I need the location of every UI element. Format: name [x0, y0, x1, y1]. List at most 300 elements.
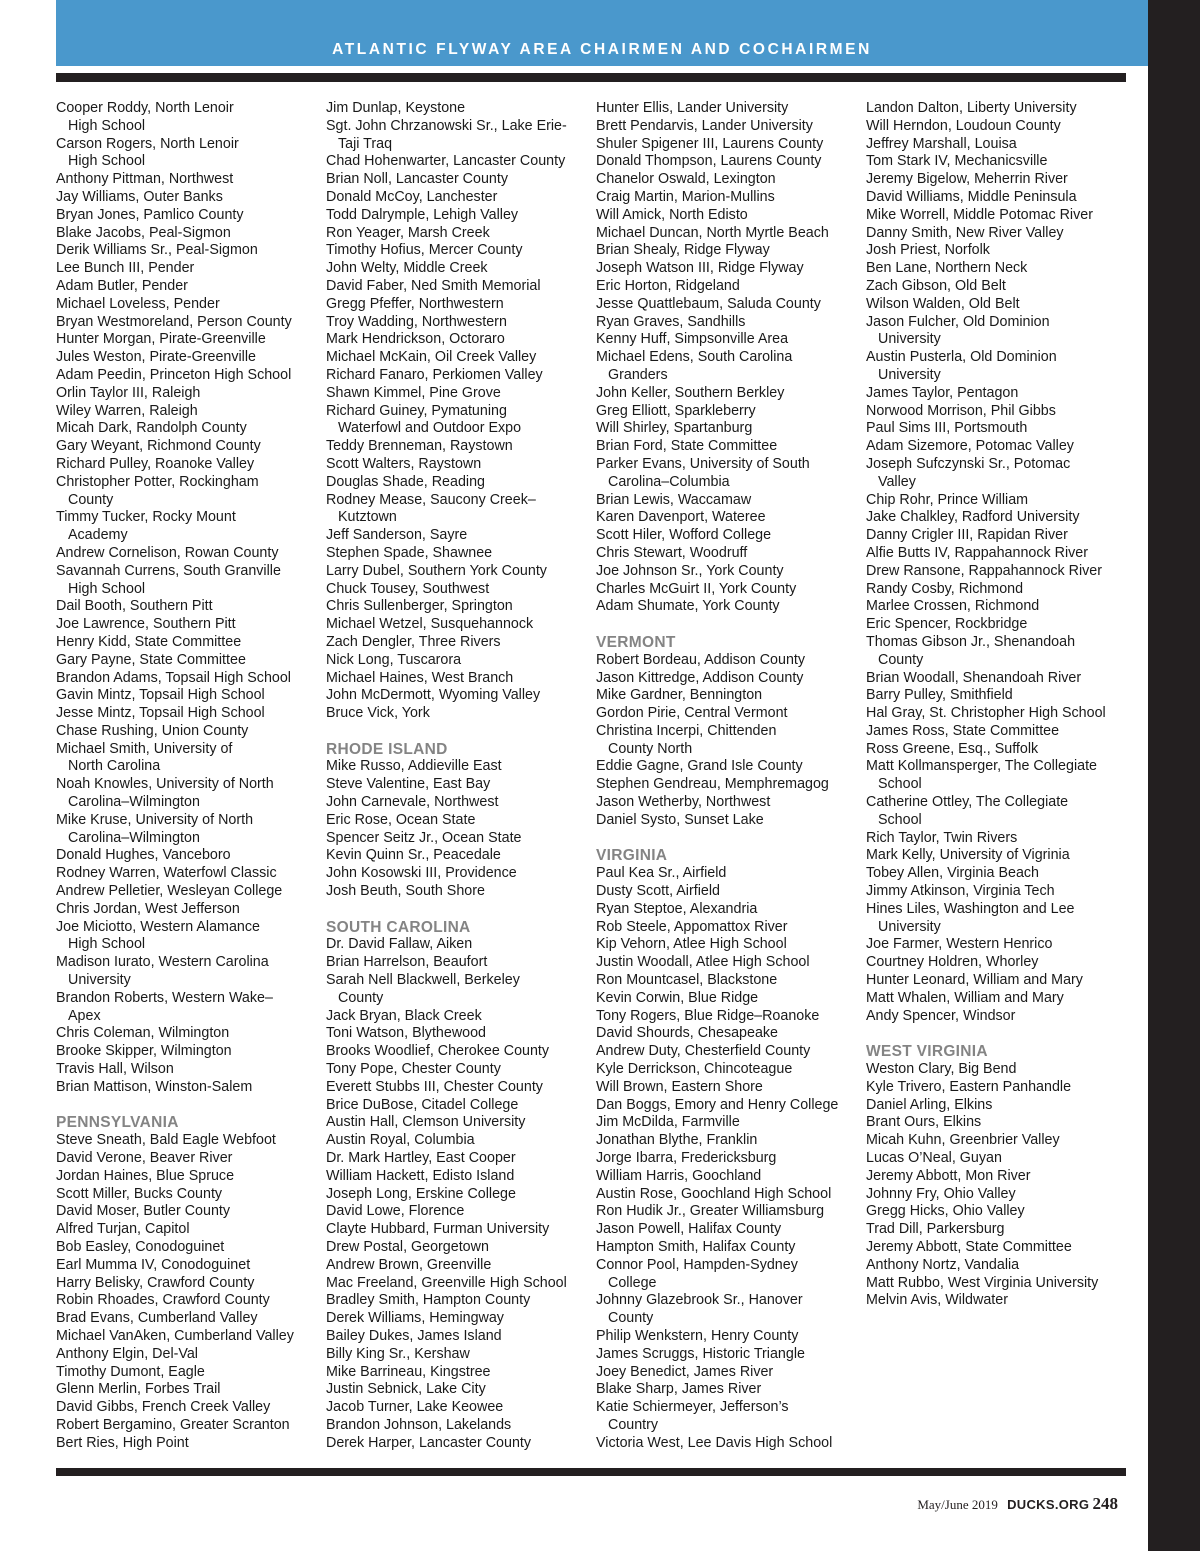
chairman-entry [866, 296, 1134, 314]
page-edge-strip [1148, 0, 1200, 1551]
entry-line: Josh Priest, Norfolk [866, 242, 990, 259]
chairman-entry [56, 812, 324, 848]
entry-line: Jeremy Abbott, Mon River [866, 1167, 1031, 1184]
entry-line: Robert Bergamino, Greater Scranton [56, 1416, 290, 1433]
entry-line: Savannah Currens, South Granville [56, 562, 281, 579]
entry-line: James Scruggs, Historic Triangle [596, 1345, 805, 1362]
page-number: 248 [1092, 1494, 1118, 1513]
chairman-entry [56, 723, 324, 741]
entry-line: Chad Hohenwarter, Lancaster County [326, 153, 566, 170]
entry-line: Hampton Smith, Halifax County [596, 1239, 796, 1255]
entry-line: Scott Walters, Raystown [326, 455, 482, 472]
chairman-entry [596, 1168, 864, 1186]
entry-line: Lee Bunch III, Pender [56, 260, 195, 277]
chairman-entry [866, 1008, 1134, 1026]
chairman-entry [56, 242, 324, 260]
chairman-entry [596, 492, 864, 510]
chairman-entry [326, 331, 594, 349]
entry-line: Hunter Ellis, Lander University [596, 100, 789, 116]
chairman-entry [56, 652, 324, 670]
entry-line: North Carolina [68, 758, 161, 775]
page-footer [917, 1494, 1118, 1514]
entry-line: High School [68, 117, 146, 134]
entry-line: Anthony Pittman, Northwest [56, 171, 234, 188]
entry-line: County [878, 651, 924, 668]
entry-line: Brian Harrelson, Beaufort [326, 954, 488, 971]
chairman-entry [866, 723, 1134, 741]
entry-line: Bruce Vick, York [326, 705, 430, 722]
chairman-entry [596, 225, 864, 243]
entry-line: Jimmy Atkinson, Virginia Tech [866, 883, 1055, 900]
chairman-entry [56, 1061, 324, 1079]
chairman-entry [56, 367, 324, 385]
state-heading: SOUTH CAROLINA [326, 918, 471, 936]
entry-line: Lucas O’Neal, Guyan [866, 1150, 1002, 1167]
chairman-entry [596, 100, 864, 118]
entry-line: University [878, 331, 941, 348]
chairman-entry [326, 527, 594, 545]
entry-line: Michael Loveless, Pender [56, 295, 220, 312]
chairman-entry [56, 919, 324, 955]
chairman-entry [866, 1114, 1134, 1132]
entry-line: Barry Pulley, Smithfield [866, 687, 1013, 704]
chairman-entry [596, 420, 864, 438]
entry-line: Jim Dunlap, Keystone [326, 100, 466, 116]
chairman-entry [596, 1381, 864, 1399]
entry-line: Glenn Merlin, Forbes Trail [56, 1381, 221, 1398]
chairman-entry [596, 1061, 864, 1079]
entry-line: Stephen Spade, Shawnee [326, 544, 493, 561]
chairman-entry [866, 1168, 1134, 1186]
entry-line: Chase Rushing, Union County [56, 722, 249, 739]
entry-line: Granders [608, 366, 668, 383]
chairman-entry [596, 1346, 864, 1364]
chairman-entry [326, 314, 594, 332]
chairman-entry [866, 687, 1134, 705]
chairman-entry [866, 847, 1134, 865]
chairman-entry [596, 687, 864, 705]
chairman-entry [866, 1257, 1134, 1275]
entry-line: Brandon Adams, Topsail High School [56, 669, 291, 686]
entry-line: Jesse Mintz, Topsail High School [56, 705, 265, 722]
entry-line: Bradley Smith, Hampton County [326, 1292, 531, 1309]
entry-line: Nick Long, Tuscarora [326, 651, 462, 668]
chairman-entry [56, 865, 324, 883]
page-title: ATLANTIC FLYWAY AREA CHAIRMEN AND COCHAIRMEN [332, 41, 872, 58]
chairman-entry [866, 883, 1134, 901]
chairman-entry [326, 794, 594, 812]
chairman-entry [56, 1221, 324, 1239]
entry-line: Brett Pendarvis, Lander University [596, 117, 813, 134]
entry-line: Danny Smith, New River Valley [866, 224, 1064, 241]
entry-line: Wilson Walden, Old Belt [866, 295, 1020, 312]
chairman-entry [56, 616, 324, 634]
entry-line: Chip Rohr, Prince William [866, 491, 1029, 508]
entry-line: Mike Worrell, Middle Potomac River [866, 206, 1093, 223]
entry-line: Country [608, 1416, 659, 1433]
chairman-entry [866, 189, 1134, 207]
chairman-entry [596, 314, 864, 332]
entry-line: Paul Kea Sr., Airfield [596, 865, 727, 882]
chairman-entry [866, 1203, 1134, 1221]
chairman-entry [56, 1328, 324, 1346]
chairman-entry [596, 883, 864, 901]
entry-line: Jack Bryan, Black Creek [326, 1007, 482, 1024]
entry-line: Trad Dill, Parkersburg [866, 1221, 1005, 1238]
entry-line: Kevin Quinn Sr., Peacedale [326, 847, 501, 864]
entry-line: Andrew Cornelison, Rowan County [56, 544, 279, 561]
entry-line: Donald McCoy, Lanchester [326, 188, 498, 205]
entry-line: Ryan Steptoe, Alexandria [596, 900, 758, 917]
chairman-entry [326, 1061, 594, 1079]
entry-line: Adam Peedin, Princeton High School [56, 366, 292, 383]
chairman-entry [866, 972, 1134, 990]
entry-line: Robert Bordeau, Addison County [596, 651, 806, 668]
entry-line: Cooper Roddy, North Lenoir [56, 100, 234, 116]
chairman-entry [866, 403, 1134, 421]
entry-line: Ryan Graves, Sandhills [596, 313, 746, 330]
entry-line: Gordon Pirie, Central Vermont [596, 705, 788, 722]
chairman-entry [596, 794, 864, 812]
chairman-entry [56, 954, 324, 990]
entry-line: Andrew Brown, Greenville [326, 1256, 492, 1273]
chairman-entry [56, 1186, 324, 1204]
entry-line: Adam Sizemore, Potomac Valley [866, 438, 1074, 455]
entry-line: David Shourds, Chesapeake [596, 1025, 778, 1042]
chairman-entry [56, 260, 324, 278]
entry-line: Rich Taylor, Twin Rivers [866, 829, 1018, 846]
chairman-entry [866, 118, 1134, 136]
chairman-entry [56, 1399, 324, 1417]
chairman-entry [596, 207, 864, 225]
entry-line: Jeremy Abbott, State Committee [866, 1239, 1072, 1255]
chairman-entry [866, 1132, 1134, 1150]
entry-line: Dail Booth, Southern Pitt [56, 598, 213, 615]
chairman-entry [326, 1381, 594, 1399]
entry-line: Donald Hughes, Vanceboro [56, 847, 231, 864]
entry-line: High School [68, 936, 146, 953]
chairman-entry [56, 385, 324, 403]
chairman-entry [326, 260, 594, 278]
entry-line: Chris Jordan, West Jefferson [56, 900, 240, 917]
chairman-entry [596, 758, 864, 776]
chairman-entry [596, 1364, 864, 1382]
entry-line: Victoria West, Lee Davis High School [596, 1434, 833, 1451]
chairman-entry [326, 1150, 594, 1168]
chairman-entry [596, 1008, 864, 1026]
entry-line: Bryan Westmoreland, Person County [56, 313, 292, 330]
chairman-entry [56, 1025, 324, 1043]
chairman-entry [596, 901, 864, 919]
chairman-entry [326, 1203, 594, 1221]
chairman-entry [56, 100, 324, 136]
chairman-entry [596, 1186, 864, 1204]
chairman-entry [326, 758, 594, 776]
chairman-entry [326, 652, 594, 670]
chairman-entry [56, 1132, 324, 1150]
chairman-entry [866, 581, 1134, 599]
entry-line: John Kosowski III, Providence [326, 865, 517, 882]
chairman-entry [596, 598, 864, 616]
chairman-entry [596, 1025, 864, 1043]
entry-line: James Ross, State Committee [866, 722, 1060, 739]
entry-line: Jason Powell, Halifax County [596, 1221, 782, 1238]
chairman-entry [56, 847, 324, 865]
entry-line: Melvin Avis, Wildwater [866, 1292, 1008, 1309]
entry-line: Jay Williams, Outer Banks [56, 188, 223, 205]
entry-line: Jason Kittredge, Addison County [596, 669, 804, 686]
entry-line: Teddy Brenneman, Raystown [326, 438, 513, 455]
entry-line: Micah Kuhn, Greenbrier Valley [866, 1132, 1060, 1149]
entry-line: David Moser, Butler County [56, 1203, 231, 1220]
state-heading: VERMONT [596, 633, 676, 651]
chairman-entry [56, 1275, 324, 1293]
entry-line: Mac Freeland, Greenville High School [326, 1274, 567, 1291]
chairman-entry [326, 1097, 594, 1115]
chairman-entry [56, 1150, 324, 1168]
chairman-entry [866, 492, 1134, 510]
chairman-entry [596, 1257, 864, 1293]
chairman-entry [866, 136, 1134, 154]
chairman-entry [866, 794, 1134, 830]
entry-line: Philip Wenkstern, Henry County [596, 1327, 799, 1344]
entry-line: Derek Harper, Lancaster County [326, 1434, 532, 1451]
entry-line: Drew Postal, Georgetown [326, 1239, 489, 1255]
entry-line: Gregg Hicks, Ohio Valley [866, 1203, 1025, 1220]
entry-line: Johnny Fry, Ohio Valley [866, 1185, 1016, 1202]
chairman-entry [56, 545, 324, 563]
chairmen-column-4 [866, 100, 1134, 1310]
entry-line: Eric Horton, Ridgeland [596, 277, 740, 294]
entry-line: Norwood Morrison, Phil Gibbs [866, 402, 1056, 419]
entry-line: University [68, 972, 131, 989]
chairman-entry [866, 616, 1134, 634]
chairman-entry [56, 1381, 324, 1399]
chairman-entry [326, 954, 594, 972]
entry-line: Rodney Warren, Waterfowl Classic [56, 865, 277, 882]
entry-line: William Harris, Goochland [596, 1167, 762, 1184]
chairman-entry [596, 670, 864, 688]
entry-line: David Faber, Ned Smith Memorial [326, 277, 541, 294]
chairman-entry [56, 687, 324, 705]
entry-line: Michael VanAken, Cumberland Valley [56, 1327, 294, 1344]
entry-line: John Keller, Southern Berkley [596, 384, 785, 401]
entry-line: Joe Lawrence, Southern Pitt [56, 616, 236, 633]
chairman-entry [326, 847, 594, 865]
entry-line: Anthony Elgin, Del-Val [56, 1345, 198, 1362]
entry-line: Christina Incerpi, Chittenden [596, 722, 777, 739]
chairman-entry [326, 1364, 594, 1382]
chairman-entry [56, 349, 324, 367]
chairman-entry [56, 1043, 324, 1061]
chairman-entry [596, 1114, 864, 1132]
chairman-entry [866, 242, 1134, 260]
entry-line: Kyle Trivero, Eastern Panhandle [866, 1078, 1072, 1095]
entry-line: Ron Yeager, Marsh Creek [326, 224, 490, 241]
chairman-entry [866, 545, 1134, 563]
chairman-entry [596, 563, 864, 581]
entry-line: Justin Sebnick, Lake City [326, 1381, 486, 1398]
entry-line: Mike Russo, Addieville East [326, 758, 502, 775]
entry-line: Steve Valentine, East Bay [326, 776, 491, 793]
chairman-entry [326, 1132, 594, 1150]
entry-line: Daniel Systo, Sunset Lake [596, 811, 764, 828]
entry-line: Scott Miller, Bucks County [56, 1185, 223, 1202]
chairman-entry [866, 420, 1134, 438]
entry-line: Richard Guiney, Pymatuning [326, 402, 507, 419]
entry-line: Matt Whalen, William and Mary [866, 989, 1064, 1006]
entry-line: Orlin Taylor III, Raleigh [56, 384, 201, 401]
chairman-entry [326, 1310, 594, 1328]
entry-line: Joseph Long, Erskine College [326, 1185, 516, 1202]
entry-line: Kenny Huff, Simpsonville Area [596, 331, 789, 348]
chairman-entry [56, 670, 324, 688]
entry-line: County [608, 1310, 654, 1327]
chairman-entry [596, 919, 864, 937]
entry-line: John McDermott, Wyoming Valley [326, 687, 541, 704]
chairman-entry [596, 776, 864, 794]
chairman-entry [866, 456, 1134, 492]
chairman-entry [866, 1150, 1134, 1168]
chairman-entry [56, 1292, 324, 1310]
chairman-entry [56, 278, 324, 296]
chairman-entry [326, 118, 594, 154]
chairman-entry [326, 1346, 594, 1364]
entry-line: Carolina–Wilmington [68, 829, 200, 846]
entry-line: Hunter Morgan, Pirate-Greenville [56, 331, 266, 348]
entry-line: Jason Fulcher, Old Dominion [866, 313, 1050, 330]
entry-line: Christopher Potter, Rockingham [56, 473, 259, 490]
entry-line: High School [68, 153, 146, 170]
entry-line: Jim McDilda, Farmville [596, 1114, 740, 1131]
chairman-entry [326, 242, 594, 260]
entry-line: Troy Wadding, Northwestern [326, 313, 507, 330]
chairman-entry [326, 225, 594, 243]
entry-line: Joe Farmer, Western Henrico [866, 936, 1053, 953]
entry-line: Timothy Dumont, Eagle [56, 1363, 205, 1380]
chairman-entry [326, 100, 594, 118]
entry-line: Andy Spencer, Windsor [866, 1007, 1016, 1024]
entry-line: Todd Dalrymple, Lehigh Valley [326, 206, 519, 223]
chairman-entry [56, 420, 324, 438]
chairman-entry [596, 723, 864, 759]
entry-line: Jason Wetherby, Northwest [596, 794, 771, 811]
entry-line: Gary Payne, State Committee [56, 651, 246, 668]
chairman-entry [56, 741, 324, 777]
chairman-entry [866, 954, 1134, 972]
entry-line: Matt Kollmansperger, The Collegiate [866, 758, 1097, 775]
chairman-entry [596, 118, 864, 136]
entry-line: Shuler Spigener III, Laurens County [596, 135, 824, 152]
entry-line: Brooke Skipper, Wilmington [56, 1043, 232, 1060]
chairman-entry [326, 545, 594, 563]
chairman-entry [596, 812, 864, 830]
chairman-entry [56, 1079, 324, 1097]
chairman-entry [866, 1221, 1134, 1239]
chairman-entry [56, 990, 324, 1026]
chairman-entry [866, 207, 1134, 225]
entry-line: Johnny Glazebrook Sr., Hanover [596, 1292, 803, 1309]
entry-line: David Verone, Beaver River [56, 1150, 233, 1167]
chairman-entry [866, 278, 1134, 296]
chairman-entry [596, 403, 864, 421]
chairman-entry [56, 509, 324, 545]
entry-line: Dan Boggs, Emory and Henry College [596, 1096, 839, 1113]
chairman-entry [56, 883, 324, 901]
entry-line: Zach Gibson, Old Belt [866, 277, 1006, 294]
issue-date: May/June 2019 [917, 1497, 998, 1512]
entry-line: Karen Davenport, Wateree [596, 509, 766, 526]
chairman-entry [326, 812, 594, 830]
entry-line: Sgt. John Chrzanowski Sr., Lake Erie- [326, 117, 567, 134]
chairman-entry [866, 741, 1134, 759]
chairman-entry [326, 1043, 594, 1061]
chairman-entry [326, 972, 594, 1008]
entry-line: Will Brown, Eastern Shore [596, 1078, 763, 1095]
chairman-entry [326, 1417, 594, 1435]
entry-line: Weston Clary, Big Bend [866, 1061, 1017, 1078]
entry-line: Bryan Jones, Pamlico County [56, 206, 244, 223]
entry-line: Blake Jacobs, Peal-Sigmon [56, 224, 231, 241]
entry-line: Donald Thompson, Laurens County [596, 153, 822, 170]
entry-line: Tom Stark IV, Mechanicsville [866, 153, 1048, 170]
entry-line: Tony Rogers, Blue Ridge–Roanoke [596, 1007, 820, 1024]
chairman-entry [326, 1221, 594, 1239]
entry-line: Connor Pool, Hampden-Sydney [596, 1256, 798, 1273]
entry-line: Brian Shealy, Ridge Flyway [596, 242, 770, 259]
entry-line: High School [68, 580, 146, 597]
entry-line: Brian Mattison, Winston-Salem [56, 1078, 253, 1095]
entry-line: Derek Williams, Hemingway [326, 1310, 504, 1327]
chairman-entry [596, 331, 864, 349]
chairman-entry [56, 1310, 324, 1328]
entry-line: Carson Rogers, North Lenoir [56, 135, 239, 152]
chairman-entry [56, 207, 324, 225]
entry-line: Gavin Mintz, Topsail High School [56, 687, 265, 704]
chairman-entry [596, 385, 864, 403]
entry-line: School [878, 776, 922, 793]
entry-line: Stephen Gendreau, Memphremagog [596, 776, 829, 793]
chairman-entry [326, 189, 594, 207]
chairman-entry [866, 1239, 1134, 1257]
chairman-entry [596, 972, 864, 990]
chairman-entry [326, 865, 594, 883]
chairman-entry [596, 1435, 864, 1453]
chairman-entry [866, 830, 1134, 848]
chairman-entry [56, 1239, 324, 1257]
chairman-entry [866, 1292, 1134, 1310]
chairman-entry [326, 705, 594, 723]
chairman-entry [56, 1203, 324, 1221]
chairman-entry [596, 1043, 864, 1061]
entry-line: Bert Ries, High Point [56, 1434, 189, 1451]
chairman-entry [326, 830, 594, 848]
chairman-entry [596, 1150, 864, 1168]
entry-line: Jacob Turner, Lake Keowee [326, 1399, 504, 1416]
chairman-entry [326, 492, 594, 528]
chairman-entry [596, 260, 864, 278]
entry-line: Charles McGuirt II, York County [596, 580, 797, 597]
chairman-entry [596, 990, 864, 1008]
entry-line: Greg Elliott, Sparkleberry [596, 402, 756, 419]
chairman-entry [56, 189, 324, 207]
entry-line: County [68, 491, 114, 508]
entry-line: Valley [878, 473, 916, 490]
chairman-entry [326, 1292, 594, 1310]
entry-line: Michael Edens, South Carolina [596, 349, 793, 366]
entry-line: Blake Sharp, James River [596, 1381, 762, 1398]
chairman-entry [56, 563, 324, 599]
